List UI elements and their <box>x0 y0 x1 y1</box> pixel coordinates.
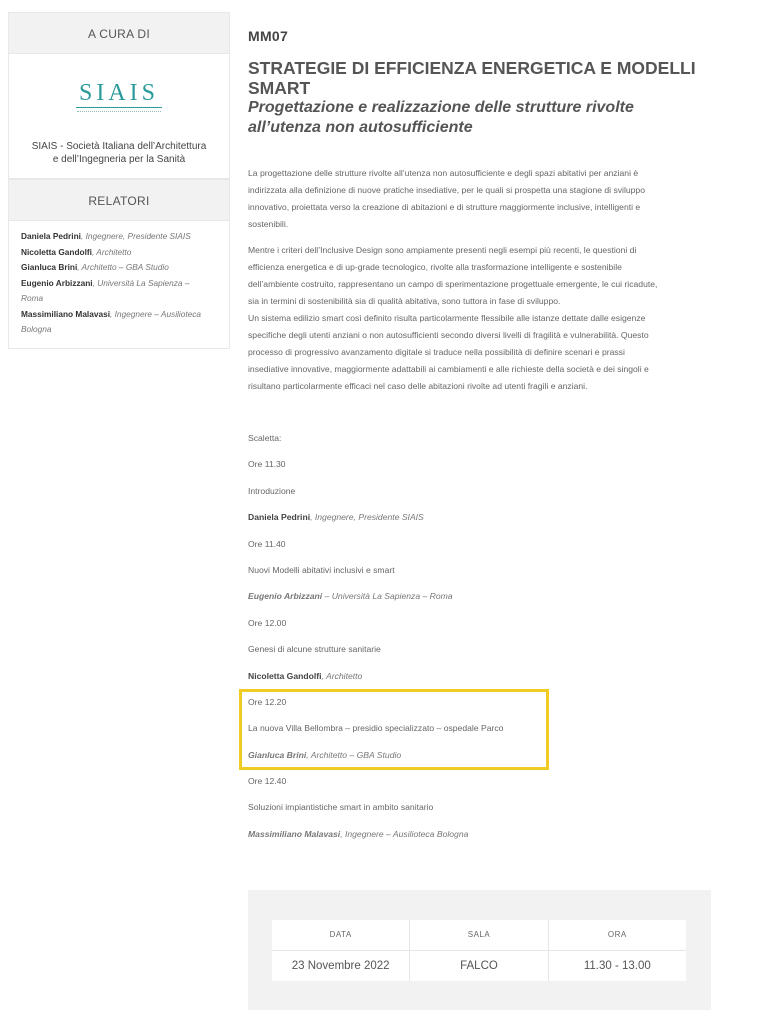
speaker-name: Eugenio Arbizzani <box>21 277 93 288</box>
organizer-name-line1: SIAIS - Società Italiana dell’Architettura <box>31 141 207 152</box>
text-line: processo di progressivo avanzamento digitale si traduce nella possibilità di definire scenari e prassi <box>248 347 625 357</box>
logo-text: SIAIS <box>78 79 159 106</box>
agenda-topic: Introduzione <box>248 485 296 496</box>
speaker-role: , Università La Sapienza – <box>92 277 190 288</box>
speaker-name: Nicoletta Gandolfi <box>21 246 92 257</box>
sidebar <box>8 12 230 349</box>
agenda-speaker <box>248 511 718 537</box>
session-title-line1: STRATEGIE DI EFFICIENZA ENERGETICA E MODELLI <box>248 58 696 78</box>
speakers-list <box>8 221 230 349</box>
date-label: DATA <box>272 920 409 951</box>
speaker-item-continued <box>21 322 217 338</box>
speaker-role: , Ingegnere – Ausilioteca <box>110 308 202 319</box>
logo-tagline <box>77 111 161 114</box>
agenda-speaker-role: , Ingegnere, Presidente SIAIS <box>310 512 424 523</box>
speaker-item <box>21 260 217 276</box>
agenda-time: Ore 11.40 <box>248 538 286 549</box>
agenda-topic: Genesi di alcune strutture sanitarie <box>248 644 381 655</box>
siais-logo[interactable] <box>9 54 229 140</box>
text-line: insediative innovative, maggiormente adattabili ai cambiamenti e alle richieste della società e dei singoli e <box>248 364 649 374</box>
speaker-item <box>21 276 217 292</box>
room-label: SALA <box>410 920 547 951</box>
agenda-speaker <box>248 828 718 854</box>
session-subtitle-line2: all’utenza non autosufficiente <box>248 119 473 136</box>
speaker-item <box>21 307 217 323</box>
description-paragraph-1 <box>248 165 718 233</box>
description-paragraph-2 <box>248 242 718 395</box>
date-cell <box>272 920 410 981</box>
session-info-table <box>272 920 686 981</box>
speaker-role: , Architetto <box>92 246 132 257</box>
room-cell <box>410 920 548 981</box>
time-cell <box>549 920 686 981</box>
speaker-name: Gianluca Brini <box>21 262 78 272</box>
curated-by-heading: A CURA DI <box>8 12 230 54</box>
session-subtitle-line1: Progettazione e realizzazione delle strutture rivolte <box>248 99 634 116</box>
agenda-topic: La nuova Villa Bellombra – presidio specializzato – ospedale Parco <box>248 723 504 734</box>
text-line: Mentre i criteri dell’Inclusive Design sono ampiamente presenti negli esempi più recenti, le questioni di <box>248 245 637 255</box>
session-subtitle <box>248 98 718 138</box>
speaker-name: Daniela Pedrini <box>21 231 81 241</box>
speaker-role: Roma <box>21 293 44 303</box>
agenda-speaker-role: – Università La Sapienza – Roma <box>322 591 453 602</box>
agenda-time: Ore 11.30 <box>248 459 286 470</box>
agenda-time: Ore 12.00 <box>248 617 287 628</box>
highlight-box <box>239 689 549 770</box>
session-info-box <box>248 890 711 1010</box>
text-line: sia in termini di sostenibilità sia di qualità abitativa, sono tuttora in fase di sviluppo. <box>248 296 561 306</box>
agenda-time: Ore 12.40 <box>248 776 287 787</box>
speaker-role: Bologna <box>21 324 52 334</box>
agenda-time: Ore 12.20 <box>248 696 287 707</box>
agenda-speaker-name: Daniela Pedrini <box>248 512 311 523</box>
speaker-item-continued <box>21 291 217 307</box>
agenda-speaker-name: Eugenio Arbizzani <box>248 591 323 602</box>
speakers-heading: RELATORI <box>8 179 230 221</box>
speaker-item <box>21 229 217 245</box>
text-line: innovativo, proiettata verso la creazione di abitazioni e di strutture maggiormente inclusive, intelligenti e <box>248 202 641 212</box>
agenda-speaker-role: , Architetto <box>321 670 363 681</box>
agenda-speaker-name: Gianluca Brini <box>248 749 307 760</box>
date-value: 23 Novembre 2022 <box>291 960 390 972</box>
agenda-speaker <box>248 590 718 616</box>
agenda-topic: Soluzioni impiantistiche smart in ambito sanitario <box>248 802 434 813</box>
text-line: sostenibili. <box>248 219 289 229</box>
logo-underline <box>76 107 162 108</box>
text-line: La progettazione delle strutture rivolte all’utenza non autosufficiente e degli spazi abitativi per anziani è <box>248 168 639 178</box>
text-line: specifiche degli utenti anziani o non autosufficienti secondo diversi livelli di fragilità e vulnerabilità. Questo <box>248 330 649 340</box>
agenda-label: Scaletta: <box>248 433 282 443</box>
organizer-box <box>8 54 230 179</box>
text-line: risultano particolarmente efficaci nel caso delle abitazioni rivolte ad utenti fragili e anziani. <box>248 381 588 391</box>
agenda-speaker-role: , Ingegnere – Ausilioteca Bologna <box>340 828 469 839</box>
session-title <box>248 58 718 98</box>
speaker-item <box>21 245 217 261</box>
agenda-topic: Nuovi Modelli abitativi inclusivi e smart <box>248 564 395 575</box>
session-title-line2: SMART <box>248 78 311 98</box>
time-label: ORA <box>549 920 686 951</box>
agenda <box>248 432 718 854</box>
text-line: dell’ambiente costruito, rappresentano un campo di sperimentazione progettuale emergente, le cui ricadute, <box>248 279 658 289</box>
text-line: indirizzata alla definizione di nuove pratiche insediative, per le quali si prospetta una stagione di sviluppo <box>248 185 645 195</box>
agenda-speaker-role: , Architetto – GBA Studio <box>306 749 402 760</box>
speaker-name: Massimiliano Malavasi <box>21 308 111 319</box>
organizer-name <box>9 140 229 178</box>
room-value: FALCO <box>460 960 498 972</box>
speaker-role: , Ingegnere, Presidente SIAIS <box>80 231 191 241</box>
agenda-speaker-name: Nicoletta Gandolfi <box>248 670 322 681</box>
agenda-speaker-name: Massimiliano Malavasi <box>248 828 341 839</box>
organizer-name-line2: e dell’Ingegneria per la Sanità <box>52 154 186 165</box>
speaker-role: , Architetto – GBA Studio <box>77 262 169 272</box>
session-code: MM07 <box>248 28 289 44</box>
text-line: Un sistema edilizio smart così definito risulta particolarmente flessibile alle istanze dettate dalle esigenze <box>248 313 646 323</box>
text-line: efficienza energetica e di up-grade tecnologico, rivolte alla trasformazione intelligente e sostenibile <box>248 262 622 272</box>
time-value: 11.30 - 13.00 <box>583 960 651 972</box>
